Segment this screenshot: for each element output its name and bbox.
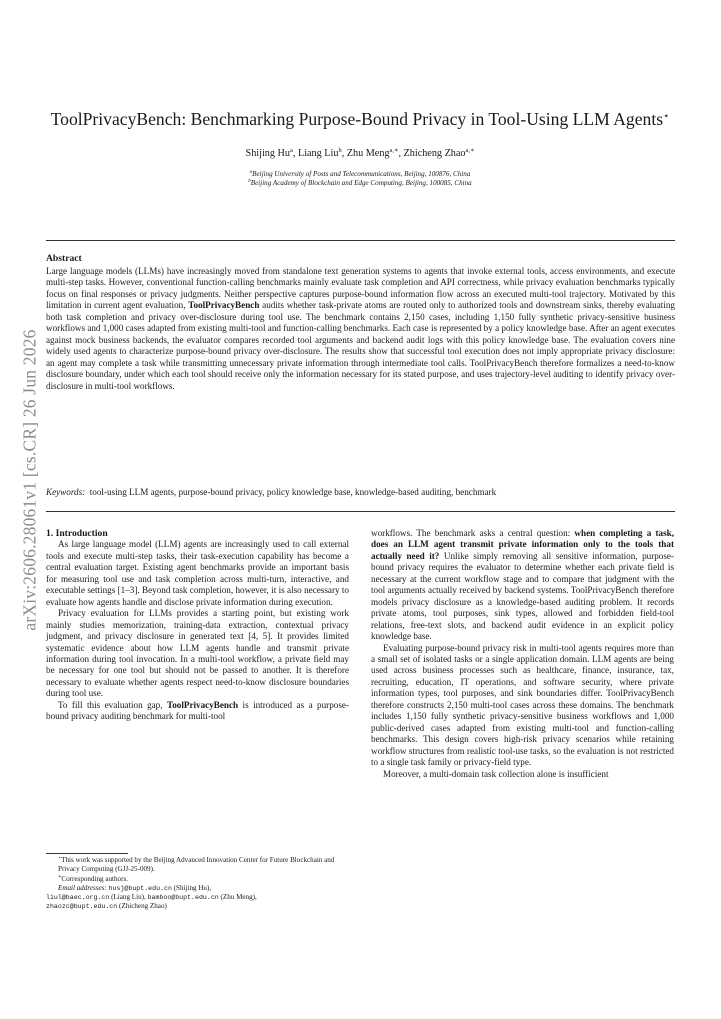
email-address[interactable]: liul@baec.org.cn: [46, 894, 110, 902]
abstract-text: audits whether task-private atoms are routed only to authorized tools and downstream sinks, thereby evaluating both task completion and privacy over-disclosure during tool use. The benchmark contains 2,150 cases, including 1,150 fully synthetic privacy-sensitive business workflows and 1,000 cases adapted from existing multi-tool and function-calling benchmarks. Each case is represented by a policy knowledge base. After an agent executes against mock business backends, the evaluator compares recorded tool arguments and backend audit logs with this policy knowledge base. The evaluation covers nine widely used agents to characterize purpose-bound privacy over-disclosure. The results show that successful tool execution does not imply appropriate privacy disclosure: an agent may complete a task while transmitting unnecessary private information through intermediate tool calls. ToolPrivacyBench therefore formalizes a need-to-know disclosure boundary, under which each tool should receive only the information necessary for its stated purpose, and uses trajectory-level auditing to identify privacy over-disclosure in multi-tool workflows.: [46, 300, 675, 391]
paragraph-text: is introduced as a purpose-bound privacy auditing benchmark for multi-tool: [46, 699, 349, 722]
abstract-body: [46, 266, 675, 392]
right-column: [371, 528, 674, 780]
keywords-label: Keywords:: [46, 487, 86, 497]
paragraph: [371, 528, 674, 643]
affiliation-mark: a: [249, 170, 253, 175]
paper-title: [45, 106, 675, 130]
email-address[interactable]: bamboo@bupt.edu.cn: [147, 894, 219, 902]
email-address[interactable]: husj@bupt.edu.cn: [108, 884, 172, 892]
paragraph: Moreover, a multi-domain task collection alone is insufficient: [383, 768, 609, 779]
author-list: Shijing Hu$^a$, Liang Liu$^b$, Zhu Meng$^{a,∗}$, Zhicheng Zhao$^{a,∗}$: [245, 147, 475, 159]
email-label: Email addresses:: [58, 883, 107, 892]
email-owner: (Zhu Meng),: [218, 893, 257, 902]
author-affil-mark: a,∗: [389, 147, 399, 154]
affiliation-mark: b: [248, 179, 251, 184]
paragraph: Privacy evaluation for LLMs provides a starting point, but existing work mainly studies memorization, training-data extraction, contextual privacy judgment, and privacy disclosure in generated text [4, 5]. It provides limited systematic evidence about how LLM agents handle and transmit private information during tool invocation. In a multi-tool workflow, a private field may be necessary for one tool but should not be passed to another. It is therefore necessary to evaluate whether agents respect need-to-know disclosure boundaries during tool use.: [46, 608, 349, 699]
footnote-corresponding: [46, 875, 350, 884]
email-owner: (Zhicheng Zhao): [117, 902, 167, 911]
affiliation: [45, 170, 675, 179]
footnote-funding: [46, 856, 350, 875]
footnote-text: This work was supported by the Beijing Advanced Innovation Center for Future Blockchain and Privacy Computing (GJJ-25-009).: [58, 856, 335, 874]
left-column: [46, 528, 349, 723]
paragraph: As large language model (LLM) agents are increasingly used to call external tools and execute multi-step tasks, their task-execution capability has become a central evaluation target. Existing agent benchmarks provide an important basis for measuring tool use and task completion across multi-turn, interactive, and executable settings [1–3]. Beyond task completion, however, it is also necessary to evaluate how agents handle and disclose private information during execution.: [46, 539, 349, 607]
abstract-bottom-rule: [46, 511, 675, 512]
section-heading: 1. Introduction: [46, 528, 108, 539]
paragraph: Evaluating purpose-bound privacy risk in multi-tool agents requires more than a small set of isolated tasks or a single application domain. LLM agents are being used across business processes such as healthcare, finance, insurance, tax, recruiting, education, IT operations, and software security, where private information types, tool purposes, and sink boundaries differ. ToolPrivacyBench therefore constructs 2,150 multi-tool cases across these domains. The benchmark includes 1,150 fully synthetic privacy-sensitive business workflows and 1,000 public-derived cases adapted from existing multi-tool and function-calling benchmarks. This design covers high-risk privacy scenarios while retaining workflow structures from realistic tool-use tasks, so the evaluation is not restricted to a single task family or privacy-field type.: [371, 642, 674, 768]
affiliation: [45, 179, 675, 188]
email-owner: (Shijing Hu),: [171, 883, 212, 892]
email-address[interactable]: zhaozc@bupt.edu.cn: [46, 903, 118, 911]
keywords-text: tool-using LLM agents, purpose-bound privacy, policy knowledge base, knowledge-based auditing, benchmark: [89, 487, 497, 497]
footnotes: [46, 856, 350, 912]
email-owner: (Liang Liu),: [109, 893, 148, 902]
abstract-top-rule: [46, 240, 675, 241]
footnote-mark: ∗: [58, 874, 62, 880]
author-affil-mark: b: [338, 147, 342, 154]
author-name: Zhu Meng: [346, 148, 390, 159]
footnote-emails-cont: [46, 902, 350, 911]
title-text: ToolPrivacyBench: Benchmarking Purpose-Bound Privacy in Tool-Using LLM Agents: [50, 109, 664, 129]
benchmark-name: ToolPrivacyBench: [166, 699, 239, 710]
abstract-benchmark-name: ToolPrivacyBench: [188, 300, 260, 311]
footnote-emails-cont: [46, 893, 350, 902]
paragraph-text: Unlike simply removing all sensitive information, purpose-bound privacy requires the evaluator to determine whether each private field is necessary at the current workflow stage and to compare that judgment with the tool arguments actually received by backend systems. ToolPrivacyBench therefore models privacy disclosure as a knowledge-based auditing problem. It records private atoms, tool purposes, sink types, allowed and forbidden field-tool relations, free-text slots, and backend audit evidence in an explicit policy knowledge base.: [371, 550, 675, 642]
footnote-emails: [46, 884, 350, 893]
footnote-text: Corresponding authors.: [61, 874, 129, 883]
central-question: when completing a task, does an LLM agent transmit private information only to the tools that actually need it?: [371, 528, 674, 561]
keywords: [46, 487, 675, 498]
title-footnote-mark: ⋆: [663, 111, 670, 122]
author-name: Zhicheng Zhao: [403, 148, 466, 159]
paragraph-text: workflows. The benchmark asks a central question:: [371, 528, 575, 538]
affiliation-text: Beijing Academy of Blockchain and Edge Computing, Beijing, 100085, China: [250, 179, 472, 187]
author-affil-mark: a,∗: [465, 147, 475, 154]
paragraph: [46, 700, 349, 723]
author-name: Shijing Hu: [245, 148, 290, 159]
footnote-mark: ⋆: [58, 856, 62, 861]
author-affil-mark: a: [289, 147, 293, 154]
footnote-rule: [46, 853, 128, 854]
author-name: Liang Liu: [297, 148, 339, 159]
affiliation-text: Beijing University of Posts and Telecommunications, Beijing, 100876, China: [252, 170, 471, 178]
paragraph-text: To fill this evaluation gap,: [58, 699, 167, 710]
arxiv-stamp-text: arXiv:2606.28061v1 [cs.CR] 26 Jun 2026: [19, 329, 40, 631]
abstract-text: Large language models (LLMs) have increasingly moved from standalone text generation systems to agents that invoke external tools, access environments, and execute multi-step tasks. However, conventional function-calling benchmarks mainly evaluate task completion and API correctness, while privacy evaluation benchmarks typically focus on final responses or privacy judgments. Neither perspective captures purpose-bound information flow across an executed multi-tool trajectory. Motivated by this limitation in current agent evaluation,: [46, 266, 675, 311]
abstract-heading: Abstract: [46, 253, 82, 264]
